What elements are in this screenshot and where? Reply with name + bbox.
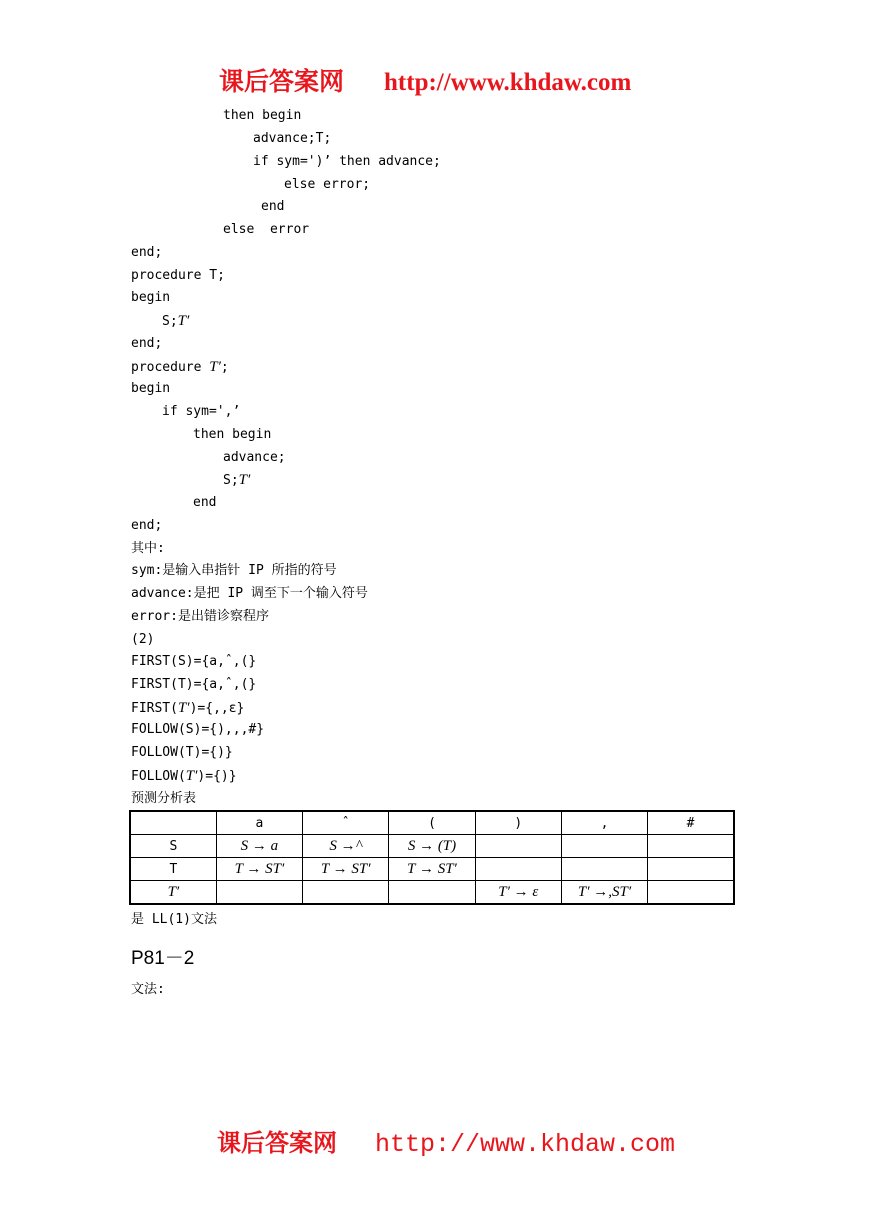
first-set-t: FIRST(T)={a,ˆ,(} (131, 677, 257, 692)
follow-set-s: FOLLOW(S)={),,,#} (131, 722, 265, 737)
production-cell: S → (T) (389, 835, 475, 858)
production-cell (475, 858, 561, 881)
set-text: )={,,ε} (189, 701, 245, 716)
code-line: begin (131, 381, 171, 396)
table-header-row (130, 811, 734, 835)
code-line: end (261, 199, 285, 214)
production-cell: T → ST′ (303, 858, 389, 881)
table-header-cell: , (561, 811, 647, 835)
note-advance: advance:是把 IP 调至下一个输入符号 (131, 586, 368, 601)
table-row (130, 858, 734, 881)
production-cell (648, 835, 734, 858)
code-line: else error; (284, 177, 371, 192)
table-header-cell: ( (389, 811, 475, 835)
table-header-cell: ) (475, 811, 561, 835)
note-error: error:是出错诊察程序 (131, 609, 269, 624)
nonterminal-cell: T (130, 858, 216, 881)
footer-watermark (217, 1123, 675, 1159)
nonterminal-cell: S (130, 835, 216, 858)
footer-site-name: 课后答案网 (217, 1128, 337, 1157)
production-cell (216, 881, 302, 905)
production-cell: T → ST′ (389, 858, 475, 881)
production-cell: T → ST′ (216, 858, 302, 881)
code-line (131, 359, 229, 376)
code-line: end (193, 495, 217, 510)
set-text: FOLLOW( (131, 769, 186, 784)
production-cell (303, 881, 389, 905)
production-cell: S → a (216, 835, 302, 858)
table-title: 预测分析表 (131, 791, 197, 806)
code-line: procedure T; (131, 268, 225, 283)
header-site-name: 课后答案网 (219, 67, 345, 96)
code-line: if sym=')’ then advance; (253, 154, 441, 169)
follow-set-t: FOLLOW(T)={)} (131, 745, 233, 760)
code-line: end; (131, 336, 163, 351)
set-text: )={)} (197, 769, 237, 784)
table-header-cell: ˆ (303, 811, 389, 835)
grammar-label: 文法: (131, 982, 165, 997)
nonterminal-cell: T′ (130, 881, 216, 905)
t-prime-symbol: T′ (209, 359, 221, 375)
code-line: else error (223, 222, 310, 237)
table-header-cell: # (648, 811, 734, 835)
t-prime-symbol: T′ (185, 768, 198, 784)
production-cell (648, 858, 734, 881)
production-cell (561, 858, 647, 881)
predictive-parsing-table (129, 810, 735, 905)
production-cell (648, 881, 734, 905)
section-heading: P81－2 (131, 948, 195, 969)
first-set-t-prime (131, 700, 244, 717)
footer-url[interactable]: http://www.khdaw.com (375, 1130, 676, 1159)
code-line: then begin (223, 108, 302, 123)
conclusion-text: 是 LL(1)文法 (131, 912, 217, 927)
code-line: then begin (193, 427, 272, 442)
part-2-label: (2) (131, 632, 155, 647)
code-text: S; (223, 473, 239, 488)
production-cell (389, 881, 475, 905)
code-line: begin (131, 290, 171, 305)
code-line: advance; (223, 450, 286, 465)
follow-set-t-prime (131, 768, 237, 785)
code-line: advance;T; (253, 131, 332, 146)
table-row (130, 835, 734, 858)
table-row (130, 881, 734, 905)
note-sym: sym:是输入串指针 IP 所指的符号 (131, 563, 337, 578)
code-text: ; (220, 360, 229, 375)
production-cell (561, 835, 647, 858)
code-text: S; (162, 314, 178, 329)
header-watermark (219, 62, 631, 98)
note-where: 其中: (131, 541, 165, 556)
production-cell: T′ →,ST′ (561, 881, 647, 905)
code-line (223, 472, 250, 489)
set-text: FIRST( (131, 701, 178, 716)
code-line: end; (131, 518, 163, 533)
table-header-cell: a (216, 811, 302, 835)
table-header-cell (130, 811, 216, 835)
production-cell (475, 835, 561, 858)
production-cell: T′ → ε (475, 881, 561, 905)
production-cell: S →^ (303, 835, 389, 858)
t-prime-symbol: T′ (177, 313, 190, 329)
t-prime-symbol: T′ (177, 700, 190, 716)
code-line (162, 313, 189, 330)
t-prime-symbol: T′ (238, 472, 251, 488)
code-line: end; (131, 245, 163, 260)
code-text: procedure (131, 360, 210, 375)
header-url[interactable]: http://www.khdaw.com (384, 69, 632, 96)
first-set-s: FIRST(S)={a,ˆ,(} (131, 654, 257, 669)
code-line: if sym=',’ (162, 404, 241, 419)
